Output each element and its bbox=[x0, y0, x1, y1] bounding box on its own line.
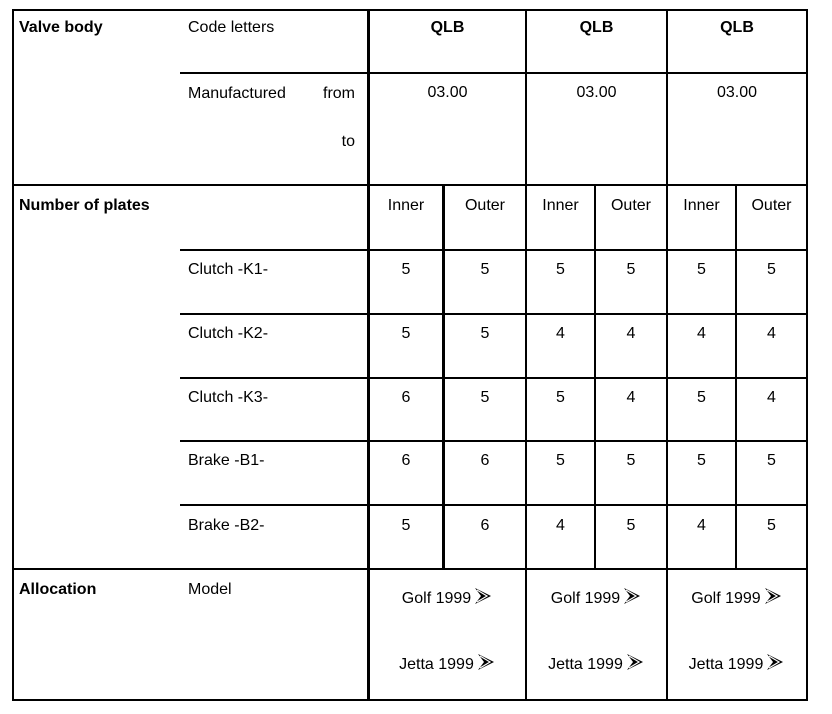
rule-row-3 bbox=[180, 440, 808, 442]
plate-count: 6 bbox=[401, 452, 411, 469]
plate-count: 4 bbox=[767, 325, 776, 342]
arrow-right-icon bbox=[625, 652, 645, 677]
frame-bottom bbox=[12, 699, 808, 701]
plate-count: 5 bbox=[767, 261, 776, 278]
allocation-label: Allocation bbox=[19, 581, 97, 598]
arrow-right-icon bbox=[473, 586, 493, 611]
arrow-right-icon bbox=[622, 586, 642, 611]
model-name: Golf 1999 bbox=[401, 590, 472, 607]
code-value: QLB bbox=[430, 19, 465, 36]
plate-count: 5 bbox=[556, 389, 565, 406]
arrow-right-icon bbox=[765, 652, 785, 677]
model-name: Jetta 1999 bbox=[688, 656, 764, 673]
plate-count: 6 bbox=[480, 452, 490, 469]
rule-row-1 bbox=[180, 313, 808, 315]
plate-count: 5 bbox=[480, 389, 490, 406]
col-header: Outer bbox=[751, 197, 792, 214]
plate-count: 5 bbox=[401, 517, 411, 534]
model-name: Golf 1999 bbox=[691, 590, 761, 607]
plate-count: 5 bbox=[767, 517, 776, 534]
plate-count: 4 bbox=[767, 389, 776, 406]
manufactured-label: Manufactured bbox=[188, 85, 286, 102]
plate-count: 5 bbox=[401, 261, 411, 278]
rule-section-1 bbox=[12, 184, 808, 186]
from-label: from bbox=[323, 85, 355, 102]
col-header: Inner bbox=[542, 197, 579, 214]
arrow-right-icon bbox=[476, 652, 496, 677]
arrow-right-icon bbox=[763, 586, 783, 611]
frame-left bbox=[12, 9, 14, 701]
plate-count: 5 bbox=[401, 325, 411, 342]
model-entry bbox=[370, 652, 525, 677]
plate-count: 4 bbox=[556, 517, 565, 534]
col-header: Outer bbox=[610, 197, 651, 214]
plate-count: 4 bbox=[697, 517, 706, 534]
plate-count: 5 bbox=[626, 261, 636, 278]
code-letters-label: Code letters bbox=[188, 19, 275, 36]
rule-section-2 bbox=[12, 568, 808, 570]
model-name: Golf 1999 bbox=[550, 590, 621, 607]
plate-count: 6 bbox=[401, 389, 411, 406]
plate-count: 5 bbox=[556, 452, 565, 469]
valve-body-label: Valve body bbox=[19, 19, 103, 36]
plate-count: 5 bbox=[767, 452, 776, 469]
from-value: 03.00 bbox=[716, 84, 758, 101]
plate-count: 4 bbox=[626, 389, 636, 406]
plate-count: 5 bbox=[626, 452, 636, 469]
model-entry bbox=[668, 586, 806, 611]
code-value: QLB bbox=[579, 19, 614, 36]
plate-count: 5 bbox=[556, 261, 565, 278]
rule-headers bbox=[180, 249, 808, 251]
frame-top bbox=[12, 9, 808, 11]
col-header: Inner bbox=[683, 197, 720, 214]
plate-count: 6 bbox=[480, 517, 490, 534]
plate-count: 5 bbox=[480, 325, 490, 342]
from-value: 03.00 bbox=[427, 84, 468, 101]
model-entry bbox=[527, 586, 666, 611]
plate-count: 5 bbox=[697, 452, 706, 469]
row-label: Clutch -K2- bbox=[188, 325, 269, 342]
plate-count: 5 bbox=[697, 261, 706, 278]
model-entry bbox=[527, 652, 666, 677]
model-name: Jetta 1999 bbox=[399, 656, 474, 673]
col-header: Outer bbox=[464, 197, 505, 214]
rule-code bbox=[180, 72, 808, 74]
rule-row-4 bbox=[180, 504, 808, 506]
model-entry bbox=[668, 652, 806, 677]
frame-right bbox=[806, 9, 808, 701]
code-value: QLB bbox=[720, 19, 754, 36]
plate-count: 4 bbox=[626, 325, 636, 342]
plate-count: 5 bbox=[697, 389, 706, 406]
row-label: Clutch -K3- bbox=[188, 389, 269, 406]
rule-row-2 bbox=[180, 377, 808, 379]
plate-count: 5 bbox=[626, 517, 636, 534]
plates-label: Number of plates bbox=[19, 197, 150, 214]
col-header: Inner bbox=[387, 197, 425, 214]
model-label: Model bbox=[188, 581, 232, 598]
to-label: to bbox=[341, 133, 355, 150]
plate-count: 5 bbox=[480, 261, 490, 278]
model-entry bbox=[370, 586, 525, 611]
row-label: Brake -B1- bbox=[188, 452, 265, 469]
from-value: 03.00 bbox=[576, 84, 617, 101]
row-label: Clutch -K1- bbox=[188, 261, 269, 278]
row-label: Brake -B2- bbox=[188, 517, 265, 534]
model-name: Jetta 1999 bbox=[548, 656, 623, 673]
plate-count: 4 bbox=[556, 325, 565, 342]
plate-count: 4 bbox=[697, 325, 706, 342]
